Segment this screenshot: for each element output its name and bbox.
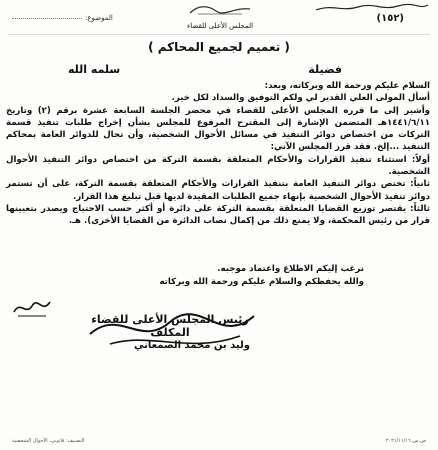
body-reference: وأشير إلى ما قرره المجلس الأعلى للقضاء في محضر الجلسة السابعة عشرة برقم (٢) وتاريخ ١٤٤١/٦/١١هـ المتضمن الإشارة إلى المقترح المرفوع للمجلس بشأن إخراج طلبات تنفيذ قسمة التركات من اختصاص دوائر التنفيذ في مسائل الأحوال الشخصية، وأن تحال للدوائر العامة بمحاكم التنفيذ ...إلخ. فقد قرر المجلس الآتي:	[6, 105, 430, 153]
signatory-name: وليد بن محمد الصمعاني	[134, 340, 250, 351]
subject-field: الموضوع:	[12, 14, 113, 22]
body-item-second: ثانياً: تختص دوائر التنفيذ العامة بتنفيذ القرارات والأحكام المتعلقة بقسمة التركة، على أن تستمر دوائر تنفيذ الأحوال الشخصية بإنهاء جميع الطلبات المقيدة لديها قبل تبليغ هذا القرار.	[6, 179, 430, 202]
footer-reference: ص.س ٢٠٢١/١١/١٦	[385, 438, 426, 444]
subject-label: الموضوع	[87, 14, 113, 22]
subject-dots	[12, 18, 82, 19]
letter-body	[6, 80, 430, 228]
signatory-title: رئيس المجلس الأعلى للقضاء المكلف	[91, 313, 249, 339]
greeting-line: والله يحفظكم والسلام عليكم ورحمة الله وبركاته	[159, 277, 364, 287]
letterhead-script	[312, 2, 432, 14]
council-emblem-icon	[180, 3, 260, 17]
circular-title: ( تعميم لجميع المحاكم )	[148, 40, 290, 54]
header-divider	[8, 34, 430, 35]
footer-classification: التصنيف: قانوني، الأحوال الشخصية	[12, 438, 85, 444]
header-reference	[292, 2, 432, 28]
addressee-left: سلمه الله	[68, 63, 121, 76]
header-council	[170, 2, 270, 30]
addressee-right: فضيلة	[308, 63, 342, 76]
body-item-third: ثالثاً: يقتصر توزيع القضايا المتعلقة بقسمة التركة على دائرة أو أكثر حسب الاحتياج ويصدر بتعيينها قرار من رئيس المحكمة، ولا يمنع ذلك من إكمال نصاب الدائرة من القضايا الأخرى). هـ.	[6, 203, 430, 227]
body-salutation: السلام عليكم ورحمة الله وبركاته، وبعد:	[264, 81, 430, 91]
body-prayer: أسأل المولى العلي القدير لي ولكم التوفيق والسداد لكل خير.	[171, 93, 430, 104]
handwritten-annotation	[10, 296, 54, 320]
body-item-first: أولاً: استثناء تنفيذ القرارات والأحكام المتعلقة بقسمة التركة من اختصاص دوائر التنفيذ الأحوال الشخصية.	[6, 154, 430, 178]
council-name: المجلس الأعلى للقضاء	[186, 22, 254, 30]
closing-line: نرغب إليكم الاطلاع واعتماد موجبه.	[217, 264, 364, 274]
document-number: (١٥٢)	[376, 13, 404, 24]
